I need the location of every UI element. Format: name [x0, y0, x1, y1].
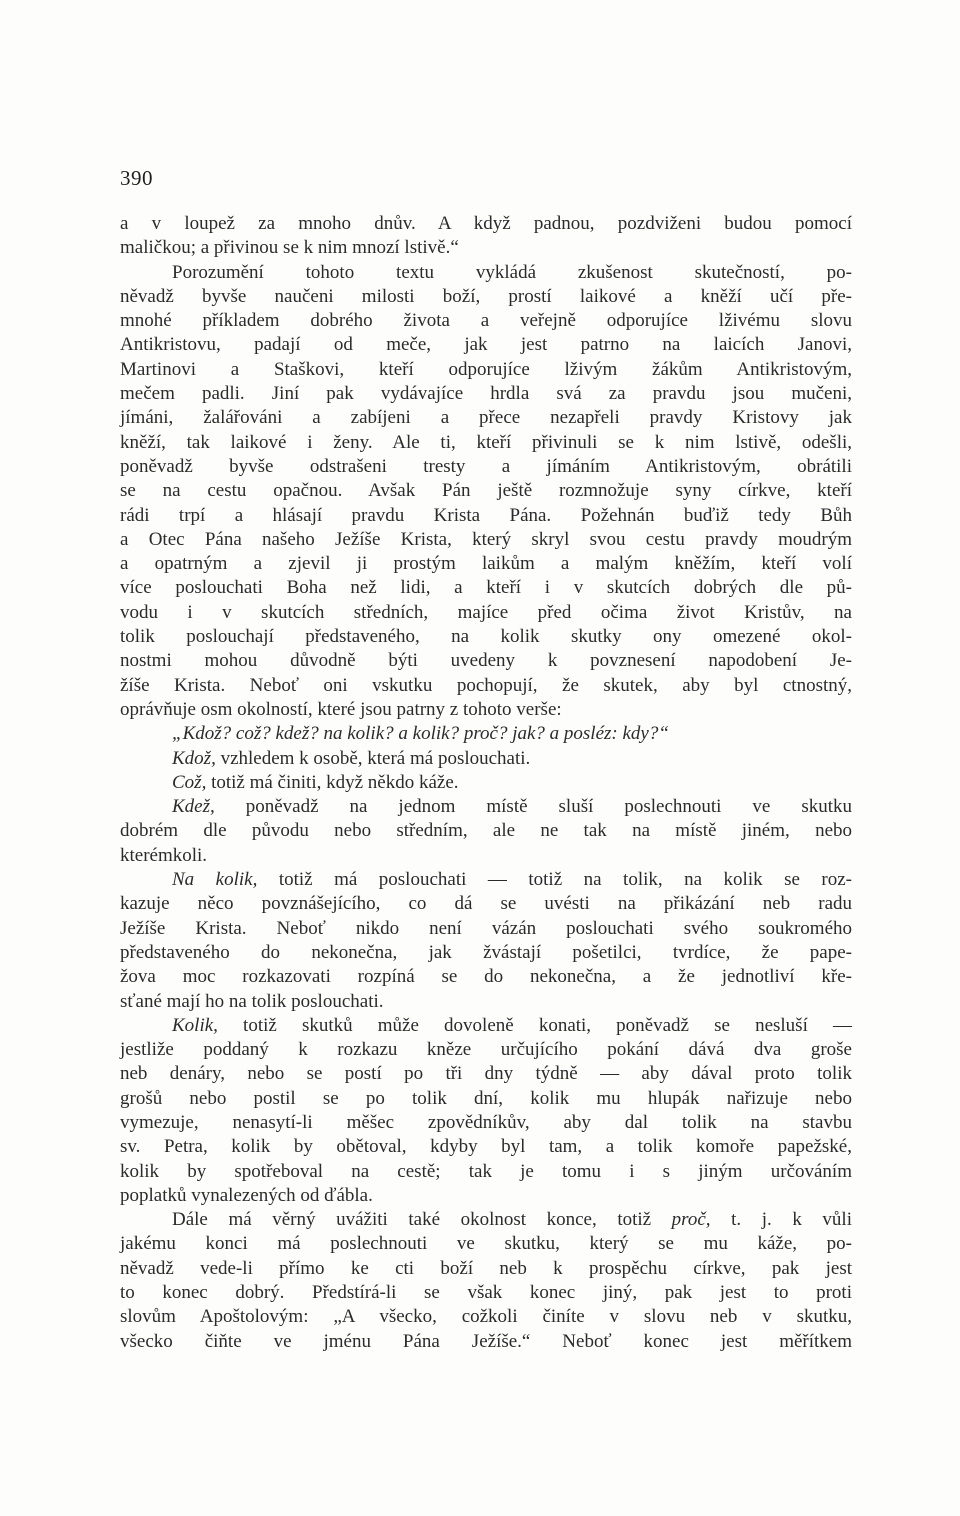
text-line: kněží, tak laikové i ženy. Ale ti, kteří přivinuli se k nim lstivě, odešli,	[120, 431, 852, 453]
text-line: kterémkoli.	[120, 844, 208, 866]
text-line: mnohé příkladem dobrého života a veřejně odporujíce lživému slovu	[120, 310, 852, 332]
line-text: vzhledem k osobě, která má poslouchati.	[215, 747, 531, 769]
text-line: něvadž byvše naučeni milosti boží, prostí laikové a kněží učí pře-	[120, 285, 852, 307]
text-line: a opatrným a zjevil ji prostým laikům a malým kněžím, kteří volí	[120, 553, 852, 575]
text-line: nostmi mohou důvodně býti uvedeny k povznesení napodobení Je-	[120, 650, 852, 672]
keyword: Kdož,	[172, 747, 216, 769]
page-number: 390	[120, 166, 153, 190]
keyword: Kolik,	[172, 1014, 218, 1036]
body-text	[120, 212, 852, 1354]
text-line	[120, 868, 852, 892]
text-line: sv. Petra, kolik by obětoval, kdyby byl tam, a tolik komoře papežské,	[120, 1136, 852, 1158]
text-line: Antikristovu, padají od meče, jak jest patrno na laicích Janovi,	[120, 334, 852, 356]
text-line: kazuje něco povznášejícího, co dá se uvésti na přikázání neb radu	[120, 893, 852, 915]
text-line	[120, 795, 852, 819]
line-text: poněvadž na jednom místě sluší poslechnouti ve skutku	[214, 796, 852, 818]
text-line: Porozumění tohoto textu vykládá zkušenost skutečností, po-	[172, 261, 852, 283]
line-text: totiž má poslouchati — totiž na tolik, na kolik se roz-	[257, 869, 852, 891]
text-line	[120, 1014, 852, 1038]
text-line: tolik poslouchají představeného, na kolik skutky ony omezené okol-	[120, 626, 852, 648]
text-line: jakému konci má poslechnouti ve skutku, který se mu káže, po-	[120, 1233, 852, 1255]
text-line: vodu i v skutcích středních, majíce před očima život Kristův, na	[120, 601, 852, 623]
text-line: poněvadž byvše odstrašeni tresty a jímáním Antikristovým, obrátili	[120, 455, 852, 477]
text-line: maličkou; a přivinou se k nim mnozí lstivě.“	[120, 237, 459, 259]
text-line: rádi trpí a hlásají pravdu Krista Pána. Požehnán buďiž tedy Bůh	[120, 504, 852, 526]
text-line: sťané mají ho na tolik poslouchati.	[120, 990, 384, 1012]
text-line: všecko čiňte ve jménu Pána Ježíše.“ Neboť konec jest měřítkem	[120, 1330, 852, 1352]
text-line: mečem padli. Jiní pak vydávajíce hrdla svá za pravdu jsou mučeni,	[120, 383, 852, 405]
text-line: vymezuje, nenasytí-li měšec zpovědníkův, aby dal tolik na stavbu	[120, 1111, 852, 1133]
text-line: neb denáry, nebo se postí po tři dny týdně — aby dával proto tolik	[120, 1063, 852, 1085]
keyword: Což,	[172, 771, 207, 793]
text-line: Ježíše Krista. Neboť nikdo není vázán poslouchati svého soukromého	[120, 917, 852, 939]
keyword: Na kolik,	[172, 869, 258, 891]
text-line: jímáni, žalářováni a zabíjeni a přece nezapřeli pravdy Kristovy jak	[120, 407, 852, 429]
text-line: žova moc rozkazovati rozpíná se do nekonečna, a že jednotliví kře-	[120, 966, 852, 988]
text-line	[120, 1208, 852, 1232]
text-line: „Kdož? což? kdež? na kolik? a kolik? proč? jak? a posléz: kdy?“	[172, 723, 669, 745]
text-line	[120, 771, 852, 795]
text-line: grošů nebo postil se po tolik dní, kolik mu hlupák nařizuje nebo	[120, 1087, 852, 1109]
text-line: představeného do nekonečna, jak žvástají pošetilci, tvrdíce, že pape-	[120, 941, 852, 963]
text-line: Martinovi a Staškovi, kteří odporujíce lživým žákům Antikristovým,	[120, 358, 852, 380]
text-line: slovům Apoštolovým: „A všecko, cožkoli činíte v slovu neb v skutku,	[120, 1306, 852, 1328]
text-line: žíše Krista. Neboť oni vskutku pochopují, že skutek, aby byl ctnostný,	[120, 674, 852, 696]
text-line	[120, 747, 852, 771]
text-line: a Otec Pána našeho Ježíše Krista, který skryl svou cestu pravdy moudrým	[120, 528, 852, 550]
text-line: a v loupež za mnoho dnův. A když padnou, pozdviženi budou pomocí	[120, 213, 852, 234]
text-line: dobrém dle původu nebo středním, ale ne tak na místě jiném, nebo	[120, 820, 852, 842]
text-line: poplatků vynalezených od ďábla.	[120, 1184, 373, 1206]
text-line: se na cestu opačnou. Avšak Pán ještě rozmnožuje syny církve, kteří	[120, 480, 852, 502]
text-line: více poslouchati Boha než lidi, a kteří i v skutcích dobrých dle pů-	[120, 577, 852, 599]
line-text: t. j. k vůli	[710, 1209, 852, 1231]
line-text: totiž má činiti, když někdo káže.	[206, 771, 459, 793]
text-line: něvadž vede-li přímo ke cti boží neb k prospěchu církve, pak jest	[120, 1257, 852, 1279]
line-text: Dále má věrný uvážiti také okolnost konce, totiž	[172, 1209, 672, 1231]
text-line: kolik by spotřeboval na cestě; tak je tomu i s jiným určováním	[120, 1160, 852, 1182]
line-text: totiž skutků může dovoleně konati, poněvadž se nesluší —	[217, 1014, 852, 1036]
text-line: jestliže poddaný k rozkazu kněze určujícího pokání dává dva groše	[120, 1039, 852, 1061]
text-line: to konec dobrý. Předstírá-li se však konec jiný, pak jest to proti	[120, 1282, 852, 1304]
keyword: proč,	[671, 1209, 711, 1231]
keyword: Kdež,	[172, 796, 215, 818]
text-line: oprávňuje osm okolností, které jsou patrny z tohoto verše:	[120, 698, 562, 720]
